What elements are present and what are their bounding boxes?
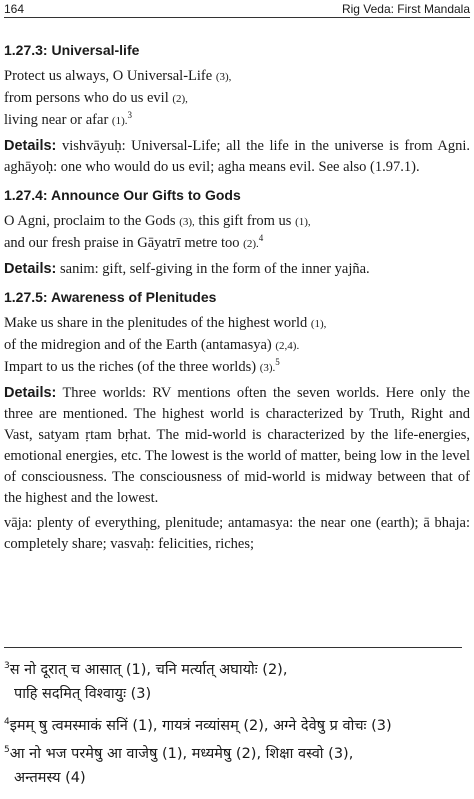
glossary-paragraph: vāja: plenty of everything, plenitude; antamasya: the near one (earth); ā bhaja: completely share; vasvaḥ: felicities, riches; <box>4 515 470 552</box>
section-heading: 1.27.5: Awareness of Plenitudes <box>4 289 217 305</box>
page-number: 164 <box>4 2 25 16</box>
verse-line: O Agni, proclaim to the Gods (3), this gift from us (1), <box>4 213 311 229</box>
verse-line: Protect us always, O Universal-Life (3), <box>4 68 232 84</box>
verse-line: living near or afar (1).$^3$ <box>4 110 132 128</box>
verse-line: of the midregion and of the Earth (antamasya) (2,4). <box>4 337 300 353</box>
footnote-line: $^5$आ नो भज परमेषु आ वाजेषु (1), मध्यमेषु (2), शिक्षा वस्वो (3), <box>4 745 354 762</box>
running-title: Rig Veda: First Mandala <box>341 2 470 16</box>
header-rule <box>4 17 470 18</box>
section-heading: 1.27.4: Announce Our Gifts to Gods <box>4 187 241 203</box>
footnote-ref: 4 <box>258 233 264 244</box>
footnote-ref: 3 <box>127 110 132 121</box>
running-header <box>4 2 470 16</box>
verse-line: Impart to us the riches (of the three worlds) (3).$^5$ <box>4 357 280 375</box>
footnote-line: अन्तमस्य (4) <box>14 770 86 786</box>
verse-line: and our fresh praise in Gāyatrī metre too (2).$^4$ <box>4 233 264 251</box>
section-1-27-4 <box>4 185 470 280</box>
details-paragraph: Details: sanim: gift, self-giving in the form of the inner yajña. <box>4 261 370 277</box>
details-paragraph: Details: Three worlds: RV mentions often the seven worlds. Here only the three are mentioned. The highest world is characterized by Truth, Right and Vast, satyam ṛtam bṛhat. The mid-world is characterized by the life-energies, emotional energies, etc. The lowest is the world of matter, being low in the level of consciousness. The consciousness of mid-world is midway between that of the highest and the lowest. <box>4 385 470 506</box>
main-text <box>4 40 470 555</box>
footnote-line: $^4$इमम् षु त्वमस्माकं सनिं (1), गायत्रं नव्यांसम् (2), अग्ने देवेषु प्र वोचः (3) <box>4 717 392 734</box>
section-1-27-3 <box>4 40 470 178</box>
section-1-27-5 <box>4 287 470 555</box>
section-heading: 1.27.3: Universal-life <box>4 42 140 58</box>
footnote-rule <box>4 647 462 648</box>
footnote-line: पाहि सदमित् विश्वायुः (3) <box>14 686 152 702</box>
footnote-ref: 5 <box>275 357 280 368</box>
verse-line: Make us share in the plenitudes of the highest world (1), <box>4 315 327 331</box>
footnote-line: $^3$स नो दूरात् च आसात् (1), चनि मर्त्यात् अघायोः (2), <box>4 661 288 678</box>
verse-line: from persons who do us evil (2), <box>4 90 188 106</box>
details-paragraph: Details: vishvāyuḥ: Universal-Life; all the life in the universe is from Agni. aghāyoḥ: one who would do us evil; agha means evil. See also (1.97.1). <box>4 138 471 175</box>
